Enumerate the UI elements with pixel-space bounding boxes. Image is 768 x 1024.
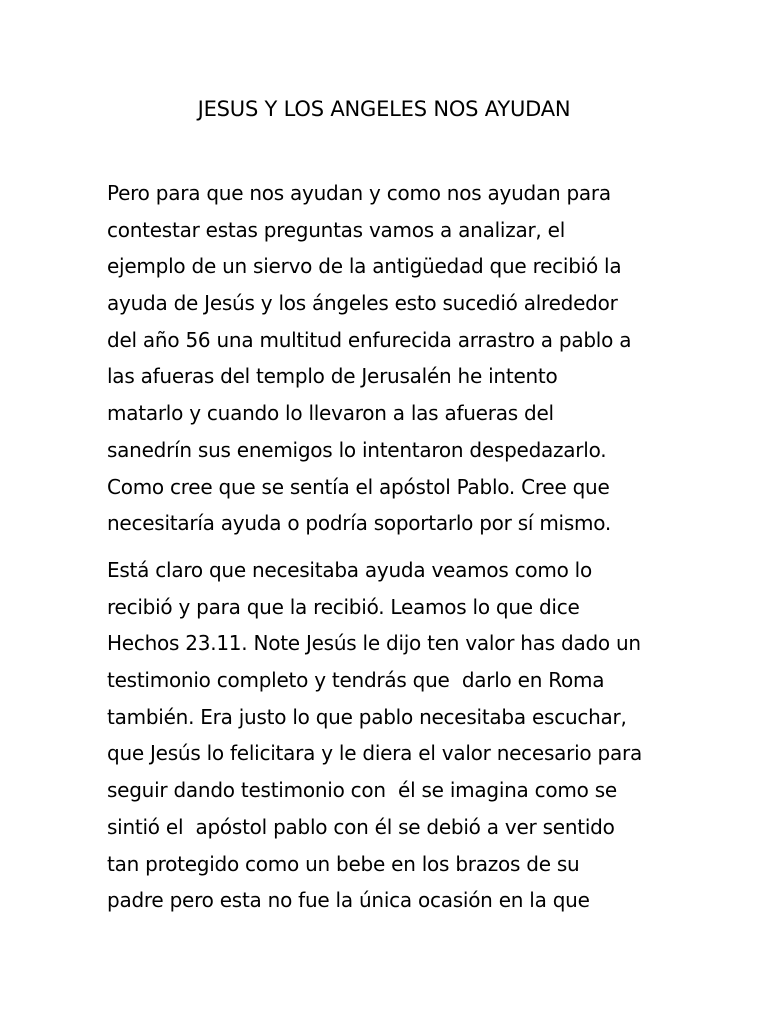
text-line: padre pero esta no fue la única ocasión en la que (107, 888, 590, 913)
text-line: sanedrín sus enemigos lo intentaron despedazarlo. (107, 437, 607, 462)
text-line: Hechos 23.11. Note Jesús le dijo ten valor has dado un (107, 631, 641, 656)
paragraph-1 (107, 175, 667, 542)
text-line: recibió y para que la recibió. Leamos lo que dice (107, 594, 580, 619)
text-line: matarlo y cuando lo llevaron a las afueras del (107, 401, 554, 426)
text-line: Como cree que se sentía el apóstol Pablo. Cree que (107, 474, 610, 499)
text-line: necesitaría ayuda o podría soportarlo por sí mismo. (107, 511, 611, 536)
paragraph-2 (107, 552, 667, 919)
document-title: JESUS Y LOS ANGELES NOS AYUDAN (197, 97, 571, 121)
text-line: también. Era justo lo que pablo necesitaba escuchar, (107, 704, 627, 729)
text-line: tan protegido como un bebe en los brazos de su (107, 851, 580, 876)
text-line: seguir dando testimonio con él se imagina como se (107, 778, 617, 803)
text-line: ayuda de Jesús y los ángeles esto sucedió alrededor (107, 291, 618, 316)
text-line: que Jesús lo felicitara y le diera el valor necesario para (107, 741, 642, 766)
text-line: ejemplo de un siervo de la antigüedad que recibió la (107, 254, 622, 279)
text-line: del año 56 una multitud enfurecida arrastro a pablo a (107, 327, 632, 352)
text-line: las afueras del templo de Jerusalén he intento (107, 364, 558, 389)
text-line: Pero para que nos ayudan y como nos ayudan para (107, 181, 611, 205)
text-line: contestar estas preguntas vamos a analizar, el (107, 217, 566, 242)
text-line: Está claro que necesitaba ayuda veamos como lo (107, 558, 592, 582)
text-line: sintió el apóstol pablo con él se debió a ver sentido (107, 814, 615, 839)
text-line: testimonio completo y tendrás que darlo en Roma (107, 668, 605, 693)
